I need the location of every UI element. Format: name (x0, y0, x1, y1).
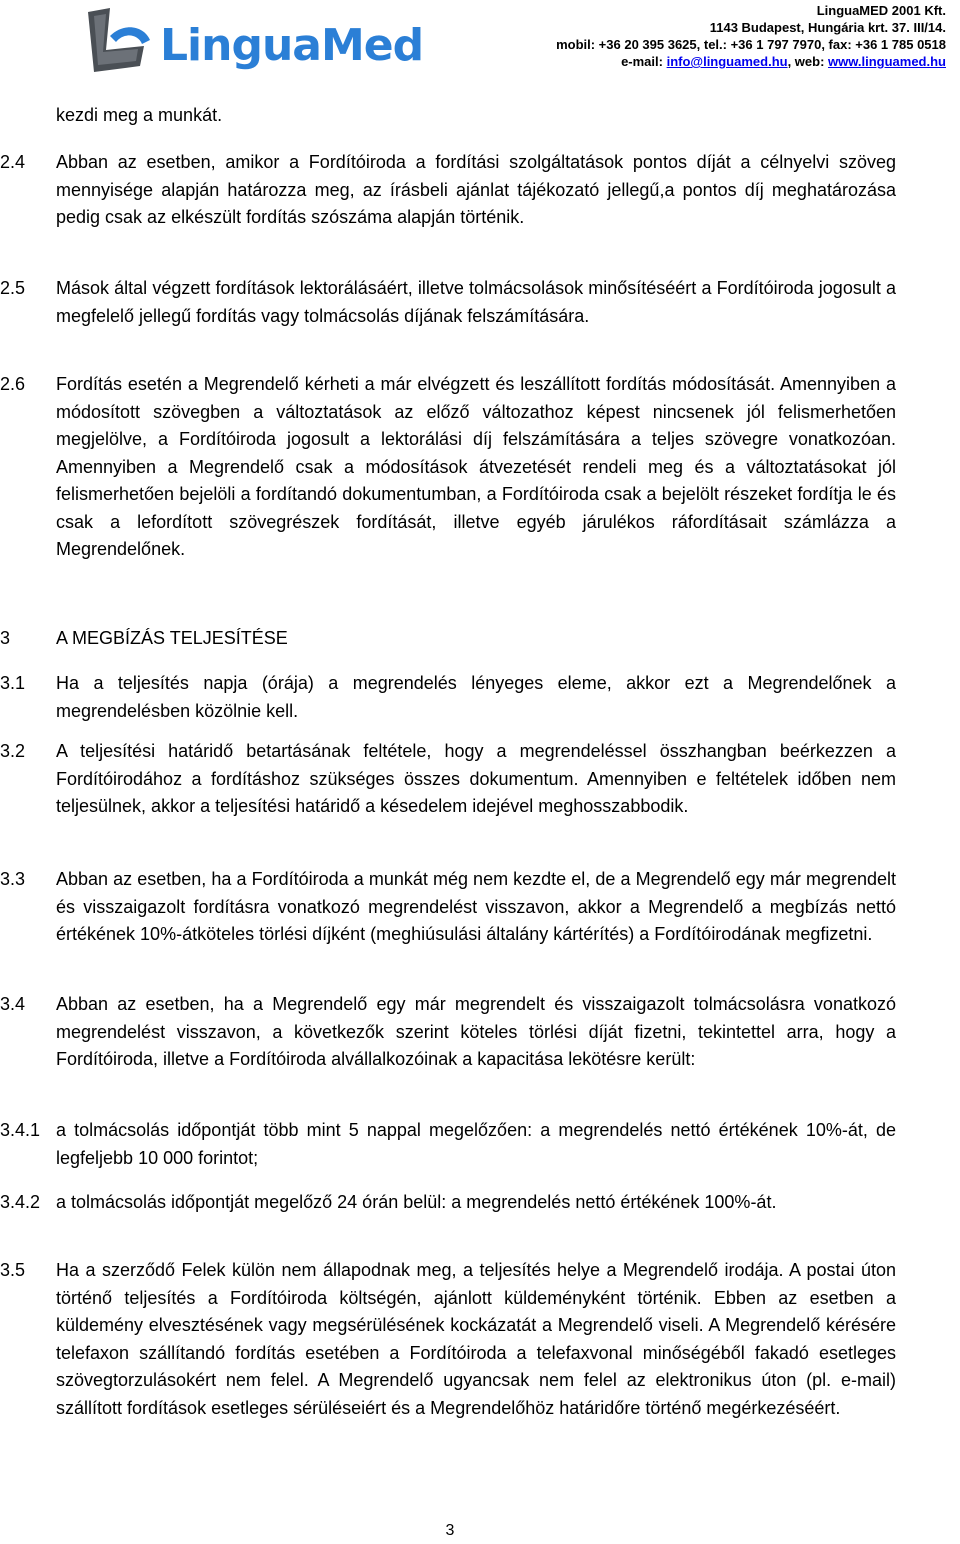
email-label: e-mail: (621, 54, 667, 69)
logo-wordmark: LinguaMed (160, 20, 424, 71)
section-number: 3.3 (0, 869, 26, 889)
section-number: 3.1 (0, 673, 26, 693)
section-text: Abban az esetben, amikor a Fordítóiroda a fordítási szolgáltatások pontos díját a célnyelvi szöveg mennyisége alapján határozza meg, az írásbeli ajánlat tájékozató jellegű,a pontos díj meghatározása pedig csak az elkészült fordítás szószáma alapján történik. (56, 152, 896, 227)
section-text: A teljesítési határidő betartásának feltétele, hogy a megrendeléssel összhangban beérkezzen a Fordítóirodához a fordításhoz szükséges összes dokumentum. Amennyiben e feltételek időben nem teljesülnek, akkor a teljesítési határidő a késedelem idejével meghosszabbodik. (56, 741, 896, 816)
section-text: Mások által végzett fordítások lektorálásáért, illetve tolmácsolások minősítéséért a Fordítóiroda jogosult a megfelelő jellegű fordítás vagy tolmácsolás díjának felszámítására. (56, 278, 896, 326)
section-text: Fordítás esetén a Megrendelő kérheti a már elvégzett és leszállított fordítás módosítását. Amennyiben a módosított szövegben a változtatások az előző változathoz képest nincsenek jól felismerhetően megjelölve, a Fordítóiroda jogosult a lektorálási díj felszámítására a teljes szövegre vonatkozóan. Amennyiben a Megrendelő csak a módosítások átvezetését rendeli meg és a változtatásokat jól felismerhetően bejelöli a fordítandó dokumentumban, a Fordítóiroda csak a bejelölt részeket fordítja le és csak a lefordított szövegrészek fordítását, illetve egyéb járulékos ráfordításait számlázza a Megrendelőnek. (56, 374, 896, 559)
letterhead (0, 0, 960, 100)
section-text: Ha a teljesítés napja (órája) a megrendelés lényeges eleme, akkor ezt a Megrendelőnek a megrendelésben közölnie kell. (56, 673, 896, 721)
company-phones: mobil: +36 20 395 3625, tel.: +36 1 797 7970, fax: +36 1 785 0518 (556, 37, 946, 52)
section-number: 2.6 (0, 374, 26, 394)
section-text: a tolmácsolás időpontját több mint 5 nappal megelőzően: a megrendelés nettó értékének 10%-át, de legfeljebb 10 000 forintot; (56, 1120, 896, 1168)
company-contact (446, 53, 946, 70)
section-number: 2.4 (0, 152, 26, 172)
section-text: Abban az esetben, ha a Fordítóiroda a munkát még nem kezdte el, de a Megrendelő egy már megrendelt és visszaigazolt fordításra vonatkozó megrendelést visszavon, akkor a Megrendelő a megbízás nettó értékének 10%-átköteles törlési díjként (meghiúsulási általány kártérítés) a Fordítóirodának megfizetni. (56, 869, 896, 944)
company-address: 1143 Budapest, Hungária krt. 37. III/14. (709, 20, 946, 35)
section-number: 2.5 (0, 278, 26, 298)
logo-mark-icon (80, 6, 160, 80)
company-name: LinguaMED 2001 Kft. (816, 3, 946, 18)
section-text: a tolmácsolás időpontját megelőző 24 órán belül: a megrendelés nettó értékének 100%-át. (56, 1192, 777, 1212)
section-number: 3.2 (0, 741, 26, 761)
section-title: A MEGBÍZÁS TELJESÍTÉSE (56, 628, 288, 648)
section-number: 3.4.2 (0, 1192, 41, 1212)
section-text: Abban az esetben, ha a Megrendelő egy már megrendelt és visszaigazolt tolmácsolásra vonatkozó megrendelést visszavon, a következők szerint köteles törlési díját fizetni, tekintettel arra, hogy a Fordítóiroda, illetve a Fordítóiroda alvállalkozóinak a kapacitása lekötésre került: (56, 994, 896, 1069)
page-number: 3 (445, 1522, 455, 1539)
continuation-text: kezdi meg a munkát. (56, 105, 223, 125)
web-label: , web: (787, 54, 829, 69)
section-number: 3.4.1 (0, 1120, 41, 1140)
web-link[interactable]: www.linguamed.hu (828, 54, 946, 69)
section-number: 3 (0, 628, 11, 648)
section-number: 3.4 (0, 994, 26, 1014)
company-info (446, 2, 946, 70)
linguamed-logo (80, 6, 424, 76)
section-number: 3.5 (0, 1260, 26, 1280)
section-text: Ha a szerződő Felek külön nem állapodnak meg, a teljesítés helye a Megrendelő irodája. A postai úton történő teljesítés a Fordítóiroda költségén, ajánlott küldeményként történik. Ebben az esetben a küldemény elvesztésének vagy megsérülésének kockázatát a Megrendelő viseli. A Megrendelő kérésére telefaxon szállítandó fordítás esetében a Fordítóiroda a telefaxvonal minőségéből fakadó esetleges szövegtorzulásokért nem felel. A Megrendelő ugyancsak nem felel az elektronikus úton (pl. e-mail) szállított fordítások esetleges sérüléseiért és a Megrendelőhöz határidőre történő megérkezéséért. (56, 1260, 896, 1418)
email-link[interactable]: info@linguamed.hu (666, 54, 788, 69)
